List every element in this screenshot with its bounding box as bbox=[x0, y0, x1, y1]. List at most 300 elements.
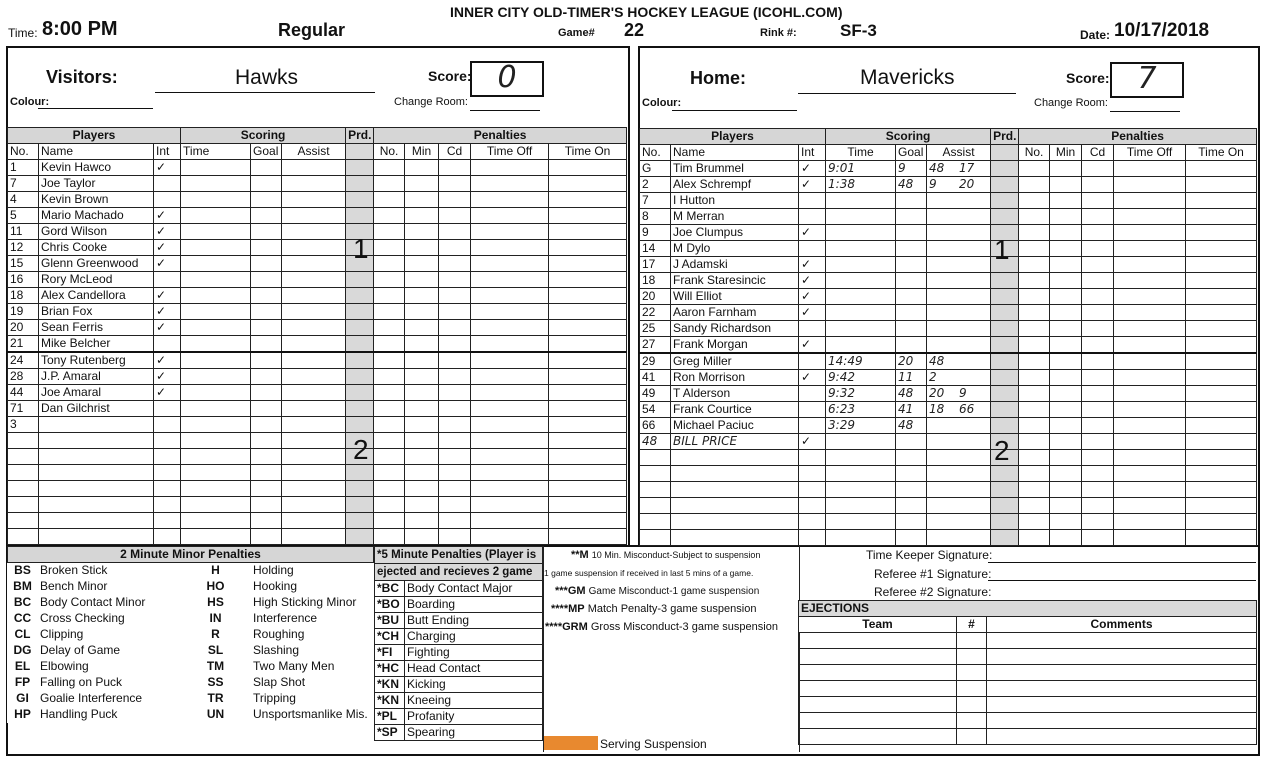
penalty-number[interactable] bbox=[1019, 321, 1050, 337]
assist[interactable] bbox=[927, 498, 991, 514]
penalty-min[interactable] bbox=[405, 288, 439, 304]
player-int-check[interactable] bbox=[154, 465, 181, 481]
player-name[interactable]: Brian Fox bbox=[39, 304, 154, 320]
penalty-time-off[interactable] bbox=[471, 304, 549, 320]
penalty-time-on[interactable] bbox=[1186, 418, 1257, 434]
goal-scorer[interactable] bbox=[251, 513, 282, 529]
player-number[interactable]: 5 bbox=[8, 208, 39, 224]
goal-scorer[interactable] bbox=[251, 176, 282, 192]
assist[interactable] bbox=[927, 225, 991, 241]
penalty-time-on[interactable] bbox=[549, 465, 627, 481]
penalty-number[interactable] bbox=[374, 449, 405, 465]
penalty-time-off[interactable] bbox=[1114, 337, 1186, 354]
penalty-code[interactable] bbox=[1082, 321, 1114, 337]
penalty-number[interactable] bbox=[1019, 498, 1050, 514]
player-number[interactable]: 17 bbox=[640, 257, 671, 273]
player-int-check[interactable]: ✓ bbox=[154, 352, 181, 369]
player-int-check[interactable] bbox=[799, 482, 826, 498]
player-int-check[interactable] bbox=[799, 514, 826, 530]
goal-time[interactable] bbox=[181, 272, 251, 288]
penalty-code[interactable] bbox=[439, 288, 471, 304]
goal-scorer[interactable] bbox=[251, 465, 282, 481]
penalty-time-on[interactable] bbox=[549, 513, 627, 529]
player-number[interactable]: 14 bbox=[640, 241, 671, 257]
penalty-min[interactable] bbox=[1050, 209, 1082, 225]
penalty-time-on[interactable] bbox=[1186, 498, 1257, 514]
player-number[interactable] bbox=[8, 449, 39, 465]
penalty-code[interactable] bbox=[439, 433, 471, 449]
penalty-min[interactable] bbox=[1050, 370, 1082, 386]
goal-time[interactable]: 9:42 bbox=[826, 370, 896, 386]
penalty-time-off[interactable] bbox=[1114, 241, 1186, 257]
penalty-time-off[interactable] bbox=[471, 208, 549, 224]
penalty-min[interactable] bbox=[1050, 289, 1082, 305]
penalty-time-on[interactable] bbox=[1186, 353, 1257, 370]
penalty-time-off[interactable] bbox=[471, 320, 549, 336]
goal-time[interactable] bbox=[826, 466, 896, 482]
player-name[interactable] bbox=[39, 417, 154, 433]
ejection-number[interactable] bbox=[957, 649, 987, 665]
goal-scorer[interactable] bbox=[251, 433, 282, 449]
penalty-time-off[interactable] bbox=[471, 272, 549, 288]
penalty-code[interactable] bbox=[439, 385, 471, 401]
player-int-check[interactable]: ✓ bbox=[154, 224, 181, 240]
goal-time[interactable] bbox=[181, 160, 251, 176]
assist[interactable] bbox=[282, 224, 346, 240]
player-int-check[interactable]: ✓ bbox=[799, 305, 826, 321]
goal-time[interactable]: 9:32 bbox=[826, 386, 896, 402]
goal-scorer[interactable] bbox=[896, 337, 927, 354]
penalty-time-off[interactable] bbox=[1114, 514, 1186, 530]
assist[interactable] bbox=[927, 177, 991, 193]
penalty-time-off[interactable] bbox=[471, 240, 549, 256]
assist[interactable] bbox=[282, 176, 346, 192]
penalty-code[interactable] bbox=[439, 336, 471, 353]
assist[interactable] bbox=[927, 466, 991, 482]
penalty-time-off[interactable] bbox=[471, 224, 549, 240]
penalty-code[interactable] bbox=[439, 417, 471, 433]
penalty-code[interactable] bbox=[1082, 209, 1114, 225]
player-number[interactable]: 41 bbox=[640, 370, 671, 386]
goal-time[interactable] bbox=[826, 482, 896, 498]
player-number[interactable] bbox=[640, 466, 671, 482]
assist[interactable] bbox=[927, 161, 991, 177]
penalty-number[interactable] bbox=[374, 192, 405, 208]
penalty-time-on[interactable] bbox=[1186, 177, 1257, 193]
assist[interactable] bbox=[927, 273, 991, 289]
penalty-min[interactable] bbox=[1050, 225, 1082, 241]
player-number[interactable]: 28 bbox=[8, 369, 39, 385]
penalty-code[interactable] bbox=[1082, 353, 1114, 370]
player-number[interactable] bbox=[8, 529, 39, 545]
goal-scorer[interactable] bbox=[251, 240, 282, 256]
player-int-check[interactable]: ✓ bbox=[154, 288, 181, 304]
player-int-check[interactable] bbox=[154, 497, 181, 513]
ejection-comment[interactable] bbox=[987, 665, 1257, 681]
player-name[interactable]: Rory McLeod bbox=[39, 272, 154, 288]
penalty-time-on[interactable] bbox=[1186, 402, 1257, 418]
player-int-check[interactable]: ✓ bbox=[154, 369, 181, 385]
penalty-time-on[interactable] bbox=[549, 369, 627, 385]
player-int-check[interactable]: ✓ bbox=[154, 304, 181, 320]
penalty-number[interactable] bbox=[1019, 161, 1050, 177]
penalty-time-on[interactable] bbox=[1186, 257, 1257, 273]
penalty-number[interactable] bbox=[374, 513, 405, 529]
penalty-time-on[interactable] bbox=[549, 529, 627, 545]
player-name[interactable]: Kevin Brown bbox=[39, 192, 154, 208]
goal-scorer[interactable]: 48 bbox=[896, 386, 927, 402]
penalty-number[interactable] bbox=[1019, 209, 1050, 225]
goal-scorer[interactable] bbox=[251, 256, 282, 272]
player-int-check[interactable] bbox=[154, 401, 181, 417]
goal-scorer[interactable] bbox=[896, 225, 927, 241]
penalty-time-on[interactable] bbox=[549, 272, 627, 288]
goal-time[interactable] bbox=[181, 401, 251, 417]
player-name[interactable]: Joe Taylor bbox=[39, 176, 154, 192]
goal-time[interactable] bbox=[826, 289, 896, 305]
assist[interactable] bbox=[927, 386, 991, 402]
assist[interactable] bbox=[282, 192, 346, 208]
penalty-time-off[interactable] bbox=[471, 176, 549, 192]
player-number[interactable]: 19 bbox=[8, 304, 39, 320]
penalty-code[interactable] bbox=[1082, 418, 1114, 434]
penalty-time-on[interactable] bbox=[549, 224, 627, 240]
penalty-code[interactable] bbox=[1082, 241, 1114, 257]
penalty-number[interactable] bbox=[1019, 402, 1050, 418]
penalty-time-on[interactable] bbox=[549, 160, 627, 176]
penalty-number[interactable] bbox=[374, 224, 405, 240]
ejection-team[interactable] bbox=[799, 633, 957, 649]
penalty-number[interactable] bbox=[374, 529, 405, 545]
player-name[interactable]: Mike Belcher bbox=[39, 336, 154, 353]
player-int-check[interactable] bbox=[799, 402, 826, 418]
goal-scorer[interactable]: 48 bbox=[896, 418, 927, 434]
goal-time[interactable] bbox=[181, 465, 251, 481]
penalty-number[interactable] bbox=[374, 481, 405, 497]
penalty-min[interactable] bbox=[405, 304, 439, 320]
goal-time[interactable] bbox=[181, 192, 251, 208]
penalty-number[interactable] bbox=[1019, 177, 1050, 193]
penalty-min[interactable] bbox=[405, 401, 439, 417]
penalty-number[interactable] bbox=[374, 336, 405, 353]
penalty-time-on[interactable] bbox=[549, 433, 627, 449]
player-int-check[interactable] bbox=[799, 450, 826, 466]
player-number[interactable] bbox=[640, 514, 671, 530]
goal-time[interactable] bbox=[181, 208, 251, 224]
goal-scorer[interactable] bbox=[896, 289, 927, 305]
assist[interactable] bbox=[282, 513, 346, 529]
player-number[interactable]: 18 bbox=[640, 273, 671, 289]
goal-time[interactable] bbox=[181, 176, 251, 192]
player-name[interactable]: Sandy Richardson bbox=[671, 321, 799, 337]
player-int-check[interactable]: ✓ bbox=[799, 161, 826, 177]
penalty-number[interactable] bbox=[374, 240, 405, 256]
assist[interactable] bbox=[282, 272, 346, 288]
goal-scorer[interactable] bbox=[251, 369, 282, 385]
penalty-time-on[interactable] bbox=[1186, 450, 1257, 466]
penalty-time-off[interactable] bbox=[1114, 450, 1186, 466]
player-name[interactable]: BILL PRICE bbox=[671, 434, 799, 450]
penalty-code[interactable] bbox=[1082, 289, 1114, 305]
assist[interactable] bbox=[282, 529, 346, 545]
penalty-code[interactable] bbox=[1082, 466, 1114, 482]
penalty-time-off[interactable] bbox=[1114, 273, 1186, 289]
player-name[interactable]: Frank Courtice bbox=[671, 402, 799, 418]
ejection-comment[interactable] bbox=[987, 713, 1257, 729]
penalty-number[interactable] bbox=[1019, 257, 1050, 273]
goal-time[interactable]: 6:23 bbox=[826, 402, 896, 418]
goal-time[interactable] bbox=[826, 257, 896, 273]
penalty-code[interactable] bbox=[1082, 225, 1114, 241]
goal-scorer[interactable] bbox=[251, 272, 282, 288]
penalty-time-off[interactable] bbox=[1114, 434, 1186, 450]
assist[interactable] bbox=[282, 481, 346, 497]
penalty-min[interactable] bbox=[1050, 530, 1082, 546]
penalty-time-off[interactable] bbox=[471, 433, 549, 449]
penalty-code[interactable] bbox=[1082, 402, 1114, 418]
penalty-number[interactable] bbox=[1019, 418, 1050, 434]
player-name[interactable]: Alex Candellora bbox=[39, 288, 154, 304]
goal-time[interactable] bbox=[181, 352, 251, 369]
penalty-number[interactable] bbox=[374, 272, 405, 288]
player-int-check[interactable]: ✓ bbox=[154, 320, 181, 336]
penalty-min[interactable] bbox=[405, 352, 439, 369]
player-number[interactable] bbox=[640, 498, 671, 514]
player-name[interactable] bbox=[39, 465, 154, 481]
penalty-code[interactable] bbox=[1082, 530, 1114, 546]
penalty-time-off[interactable] bbox=[1114, 402, 1186, 418]
penalty-code[interactable] bbox=[439, 304, 471, 320]
assist[interactable] bbox=[282, 256, 346, 272]
goal-scorer[interactable]: 20 bbox=[896, 353, 927, 370]
penalty-code[interactable] bbox=[1082, 434, 1114, 450]
goal-scorer[interactable] bbox=[896, 321, 927, 337]
penalty-number[interactable] bbox=[1019, 466, 1050, 482]
player-int-check[interactable]: ✓ bbox=[799, 225, 826, 241]
penalty-time-off[interactable] bbox=[1114, 193, 1186, 209]
penalty-time-off[interactable] bbox=[1114, 498, 1186, 514]
penalty-min[interactable] bbox=[1050, 482, 1082, 498]
player-number[interactable]: 20 bbox=[8, 320, 39, 336]
goal-scorer[interactable] bbox=[896, 273, 927, 289]
ejection-comment[interactable] bbox=[987, 633, 1257, 649]
penalty-time-off[interactable] bbox=[471, 465, 549, 481]
penalty-code[interactable] bbox=[1082, 305, 1114, 321]
player-name[interactable]: Will Elliot bbox=[671, 289, 799, 305]
assist[interactable] bbox=[927, 353, 991, 370]
player-name[interactable] bbox=[671, 498, 799, 514]
goal-scorer[interactable] bbox=[251, 449, 282, 465]
penalty-min[interactable] bbox=[405, 433, 439, 449]
player-number[interactable] bbox=[8, 481, 39, 497]
goal-scorer[interactable] bbox=[251, 352, 282, 369]
penalty-time-off[interactable] bbox=[471, 417, 549, 433]
assist[interactable] bbox=[282, 385, 346, 401]
ejection-number[interactable] bbox=[957, 665, 987, 681]
penalty-min[interactable] bbox=[1050, 257, 1082, 273]
penalty-number[interactable] bbox=[374, 465, 405, 481]
player-int-check[interactable]: ✓ bbox=[799, 257, 826, 273]
penalty-time-off[interactable] bbox=[471, 192, 549, 208]
player-number[interactable]: 2 bbox=[640, 177, 671, 193]
ejection-number[interactable] bbox=[957, 713, 987, 729]
ejection-comment[interactable] bbox=[987, 697, 1257, 713]
penalty-min[interactable] bbox=[1050, 418, 1082, 434]
penalty-code[interactable] bbox=[1082, 193, 1114, 209]
player-number[interactable]: 54 bbox=[640, 402, 671, 418]
goal-scorer[interactable] bbox=[896, 450, 927, 466]
penalty-number[interactable] bbox=[1019, 353, 1050, 370]
assist[interactable] bbox=[282, 160, 346, 176]
player-int-check[interactable] bbox=[154, 192, 181, 208]
goal-scorer[interactable] bbox=[251, 288, 282, 304]
assist[interactable] bbox=[282, 465, 346, 481]
penalty-code[interactable] bbox=[439, 224, 471, 240]
player-number[interactable]: 24 bbox=[8, 352, 39, 369]
goal-scorer[interactable] bbox=[251, 497, 282, 513]
penalty-time-on[interactable] bbox=[549, 208, 627, 224]
goal-scorer[interactable] bbox=[251, 208, 282, 224]
penalty-number[interactable] bbox=[374, 497, 405, 513]
penalty-time-off[interactable] bbox=[471, 385, 549, 401]
penalty-time-off[interactable] bbox=[471, 449, 549, 465]
player-name[interactable] bbox=[39, 433, 154, 449]
penalty-code[interactable] bbox=[439, 208, 471, 224]
goal-time[interactable]: 3:29 bbox=[826, 418, 896, 434]
player-int-check[interactable] bbox=[154, 433, 181, 449]
penalty-time-off[interactable] bbox=[1114, 257, 1186, 273]
player-number[interactable] bbox=[640, 450, 671, 466]
goal-time[interactable] bbox=[181, 529, 251, 545]
ejection-comment[interactable] bbox=[987, 681, 1257, 697]
penalty-code[interactable] bbox=[1082, 514, 1114, 530]
penalty-min[interactable] bbox=[1050, 337, 1082, 354]
penalty-code[interactable] bbox=[439, 320, 471, 336]
goal-time[interactable] bbox=[826, 434, 896, 450]
penalty-code[interactable] bbox=[1082, 337, 1114, 354]
goal-time[interactable] bbox=[826, 498, 896, 514]
penalty-code[interactable] bbox=[1082, 273, 1114, 289]
player-name[interactable] bbox=[671, 450, 799, 466]
goal-scorer[interactable] bbox=[896, 434, 927, 450]
penalty-time-off[interactable] bbox=[1114, 530, 1186, 546]
player-name[interactable]: J.P. Amaral bbox=[39, 369, 154, 385]
player-number[interactable] bbox=[8, 433, 39, 449]
penalty-min[interactable] bbox=[1050, 498, 1082, 514]
player-number[interactable] bbox=[8, 513, 39, 529]
penalty-number[interactable] bbox=[374, 369, 405, 385]
assist[interactable] bbox=[282, 433, 346, 449]
penalty-number[interactable] bbox=[374, 320, 405, 336]
player-int-check[interactable] bbox=[154, 176, 181, 192]
penalty-time-off[interactable] bbox=[471, 256, 549, 272]
player-name[interactable] bbox=[39, 449, 154, 465]
player-number[interactable]: 27 bbox=[640, 337, 671, 354]
assist[interactable] bbox=[927, 289, 991, 305]
penalty-time-on[interactable] bbox=[549, 192, 627, 208]
penalty-code[interactable] bbox=[439, 449, 471, 465]
goal-time[interactable] bbox=[181, 304, 251, 320]
penalty-time-off[interactable] bbox=[471, 529, 549, 545]
penalty-code[interactable] bbox=[1082, 498, 1114, 514]
player-int-check[interactable]: ✓ bbox=[799, 273, 826, 289]
goal-time[interactable] bbox=[826, 225, 896, 241]
penalty-min[interactable] bbox=[405, 256, 439, 272]
assist[interactable] bbox=[927, 337, 991, 354]
penalty-time-on[interactable] bbox=[549, 481, 627, 497]
goal-scorer[interactable] bbox=[896, 209, 927, 225]
assist[interactable] bbox=[282, 369, 346, 385]
penalty-time-on[interactable] bbox=[1186, 209, 1257, 225]
ejection-team[interactable] bbox=[799, 665, 957, 681]
penalty-number[interactable] bbox=[374, 176, 405, 192]
player-name[interactable] bbox=[39, 529, 154, 545]
goal-scorer[interactable] bbox=[896, 530, 927, 546]
assist[interactable] bbox=[927, 418, 991, 434]
penalty-min[interactable] bbox=[405, 160, 439, 176]
goal-time[interactable] bbox=[181, 417, 251, 433]
player-int-check[interactable] bbox=[154, 417, 181, 433]
penalty-time-off[interactable] bbox=[1114, 353, 1186, 370]
goal-scorer[interactable] bbox=[251, 304, 282, 320]
penalty-number[interactable] bbox=[1019, 530, 1050, 546]
penalty-min[interactable] bbox=[1050, 273, 1082, 289]
penalty-number[interactable] bbox=[374, 208, 405, 224]
penalty-min[interactable] bbox=[405, 465, 439, 481]
penalty-number[interactable] bbox=[374, 385, 405, 401]
penalty-code[interactable] bbox=[439, 497, 471, 513]
assist[interactable] bbox=[927, 209, 991, 225]
player-number[interactable]: 25 bbox=[640, 321, 671, 337]
player-int-check[interactable]: ✓ bbox=[154, 160, 181, 176]
player-number[interactable] bbox=[640, 530, 671, 546]
penalty-code[interactable] bbox=[439, 240, 471, 256]
penalty-min[interactable] bbox=[405, 417, 439, 433]
penalty-min[interactable] bbox=[405, 272, 439, 288]
assist[interactable] bbox=[927, 482, 991, 498]
penalty-number[interactable] bbox=[1019, 450, 1050, 466]
penalty-time-off[interactable] bbox=[1114, 321, 1186, 337]
penalty-number[interactable] bbox=[374, 401, 405, 417]
penalty-min[interactable] bbox=[405, 224, 439, 240]
player-name[interactable] bbox=[671, 482, 799, 498]
ejection-team[interactable] bbox=[799, 649, 957, 665]
goal-time[interactable] bbox=[826, 305, 896, 321]
penalty-time-on[interactable] bbox=[549, 176, 627, 192]
goal-scorer[interactable] bbox=[251, 401, 282, 417]
player-number[interactable]: 21 bbox=[8, 336, 39, 353]
penalty-time-on[interactable] bbox=[1186, 434, 1257, 450]
penalty-min[interactable] bbox=[405, 369, 439, 385]
goal-time[interactable] bbox=[181, 433, 251, 449]
goal-time[interactable] bbox=[181, 497, 251, 513]
player-name[interactable]: I Hutton bbox=[671, 193, 799, 209]
player-name[interactable] bbox=[671, 514, 799, 530]
penalty-time-on[interactable] bbox=[549, 304, 627, 320]
player-number[interactable]: 7 bbox=[8, 176, 39, 192]
penalty-code[interactable] bbox=[439, 192, 471, 208]
player-name[interactable]: Alex Schrempf bbox=[671, 177, 799, 193]
player-name[interactable]: Michael Paciuc bbox=[671, 418, 799, 434]
penalty-time-off[interactable] bbox=[1114, 289, 1186, 305]
penalty-min[interactable] bbox=[405, 481, 439, 497]
penalty-time-on[interactable] bbox=[549, 288, 627, 304]
assist[interactable] bbox=[282, 417, 346, 433]
penalty-time-off[interactable] bbox=[1114, 418, 1186, 434]
player-number[interactable]: 7 bbox=[640, 193, 671, 209]
ejection-team[interactable] bbox=[799, 713, 957, 729]
player-name[interactable]: M Dylo bbox=[671, 241, 799, 257]
